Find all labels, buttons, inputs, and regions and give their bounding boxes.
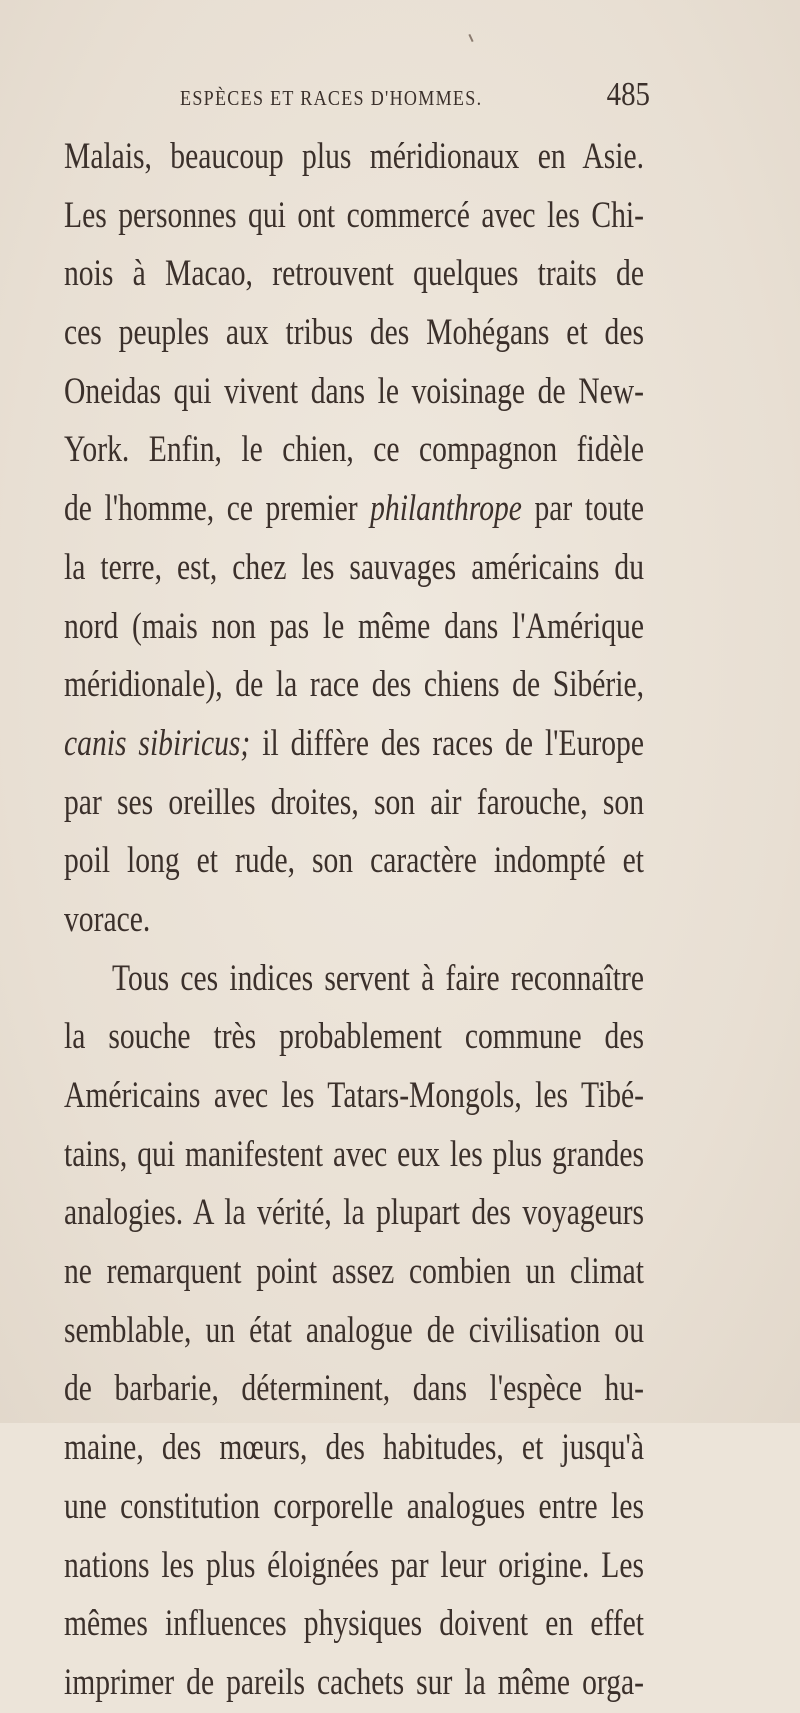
page-number: 485 xyxy=(606,76,650,113)
text-line xyxy=(64,187,644,246)
text-line xyxy=(64,950,644,1009)
text-line xyxy=(64,421,644,480)
text-segment: la terre, est, chez les sauvages américains du xyxy=(64,546,644,588)
text-line xyxy=(64,1067,644,1126)
text-line xyxy=(64,1184,644,1243)
text-line xyxy=(64,598,644,657)
text-segment: poil long et rude, son caractère indompté et xyxy=(64,840,644,882)
text-segment: une constitution corporelle analogues entre les xyxy=(64,1485,644,1527)
text-segment: la souche très probablement commune des xyxy=(64,1016,644,1058)
text-segment: il diffère des races de l'Europe xyxy=(250,722,644,764)
text-segment: semblable, un état analogue de civilisation ou xyxy=(64,1309,644,1351)
running-title: ESPÈCES ET RACES D'HOMMES. xyxy=(180,86,483,110)
text-segment: Américains avec les Tatars-Mongols, les Tibé- xyxy=(64,1075,644,1116)
text-segment: de barbarie, déterminent, dans l'espèce hu- xyxy=(64,1368,644,1410)
text-segment: mêmes influences physiques doivent en effet xyxy=(64,1603,644,1645)
text-line xyxy=(64,1419,644,1478)
text-line xyxy=(64,715,644,774)
text-line xyxy=(64,1595,644,1654)
paper-mark xyxy=(468,34,473,42)
text-line xyxy=(64,1302,644,1361)
text-line xyxy=(64,1008,644,1067)
text-line xyxy=(64,363,644,422)
text-line xyxy=(64,1654,644,1713)
text-segment: méridionale), de la race des chiens de Sibérie, xyxy=(64,664,644,706)
body-text xyxy=(64,128,644,1713)
text-line xyxy=(64,1360,644,1419)
text-segment: par toute xyxy=(521,488,644,530)
italic-text: canis sibiricus; xyxy=(64,722,251,764)
text-segment: Malais, beaucoup plus méridionaux en Asie. xyxy=(64,136,644,177)
text-segment: imprimer de pareils cachets sur la même orga- xyxy=(64,1661,644,1703)
italic-text: philanthrope xyxy=(370,488,522,530)
text-segment: Oneidas qui vivent dans le voisinage de New- xyxy=(64,370,644,412)
text-line xyxy=(64,891,644,950)
text-segment: nord (mais non pas le même dans l'Amérique xyxy=(64,605,644,647)
text-line xyxy=(64,128,644,187)
text-segment: vorace. xyxy=(64,898,151,940)
text-segment: tains, qui manifestent avec eux les plus grandes xyxy=(64,1133,644,1175)
text-line xyxy=(64,480,644,539)
text-segment: ces peuples aux tribus des Mohégans et des xyxy=(64,312,644,354)
page-header xyxy=(180,76,650,116)
text-line xyxy=(64,656,644,715)
text-segment: de l'homme, ce premier xyxy=(64,488,371,530)
text-segment: nois à Macao, retrouvent quelques traits de xyxy=(64,253,644,295)
text-segment: nations les plus éloignées par leur origine. Les xyxy=(64,1544,644,1586)
text-segment: par ses oreilles droites, son air farouche, son xyxy=(64,781,644,823)
text-line xyxy=(64,1478,644,1537)
text-segment: analogies. A la vérité, la plupart des voyageurs xyxy=(64,1192,644,1234)
text-line xyxy=(64,832,644,891)
text-line xyxy=(64,1126,644,1185)
text-segment: Tous ces indices servent à faire reconnaître xyxy=(112,957,644,999)
text-segment: Les personnes qui ont commercé avec les Chi- xyxy=(64,194,644,236)
text-line xyxy=(64,245,644,304)
text-line xyxy=(64,774,644,833)
text-line xyxy=(64,539,644,598)
text-line xyxy=(64,1243,644,1302)
text-segment: York. Enfin, le chien, ce compagnon fidèle xyxy=(64,429,644,471)
text-segment: maine, des mœurs, des habitudes, et jusqu'à xyxy=(64,1427,644,1469)
text-segment: ne remarquent point assez combien un climat xyxy=(64,1251,644,1293)
text-line xyxy=(64,1537,644,1596)
text-line xyxy=(64,304,644,363)
